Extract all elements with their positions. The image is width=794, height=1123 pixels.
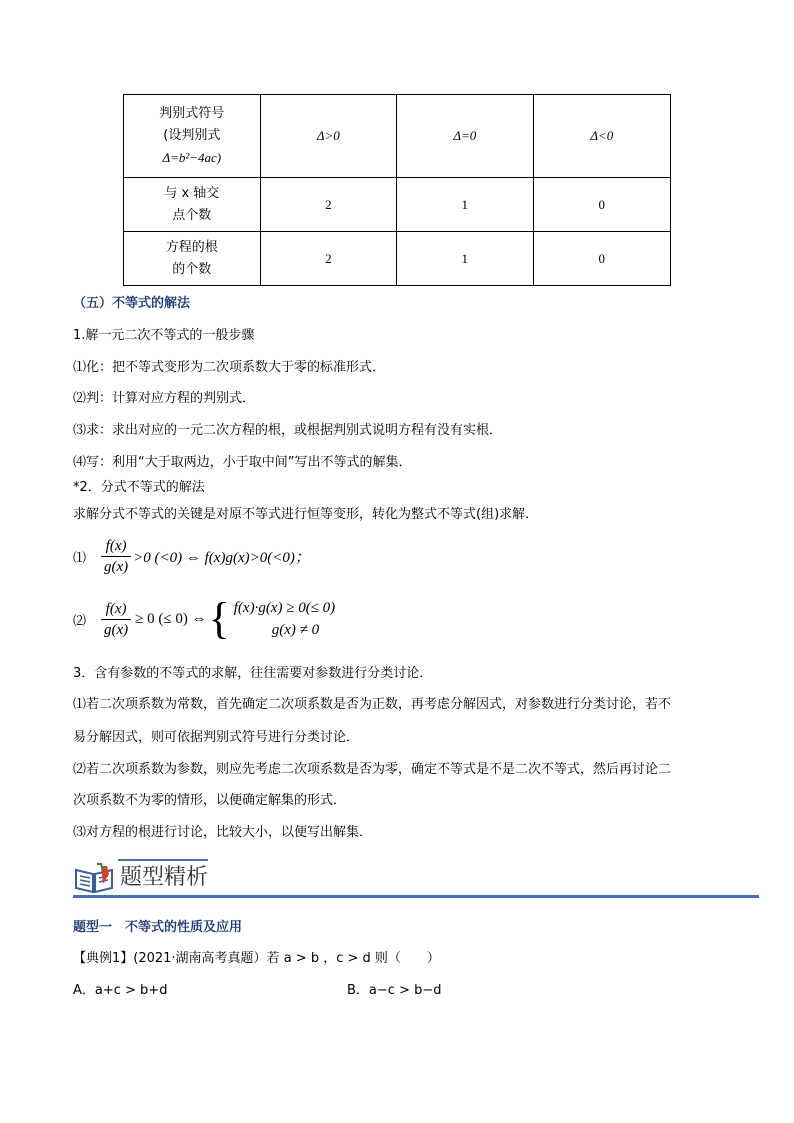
- col-delta-pos: Δ>0: [260, 95, 396, 178]
- option-b: B．a−c > b−d: [347, 983, 442, 998]
- banner-title: 题型精析: [120, 865, 209, 890]
- col-delta-zero: Δ=0: [397, 95, 533, 178]
- case-line-2: g(x) ≠ 0: [271, 622, 320, 638]
- paragraph: ⑶对方程的根进行讨论，比较大小，以便写出解集．: [73, 825, 373, 840]
- formula-label: ⑵: [73, 613, 87, 629]
- case-line-1: f(x)·g(x) ≥ 0(≤ 0): [233, 600, 336, 616]
- paragraph: ⑵若二次项系数为参数，则应先考虑二次项系数是否为零，确定不等式是不是二次不等式，然后再讨论二: [73, 762, 672, 777]
- formula-rest: >0 (<0) ⇔ f(x)g(x)>0(<0)；: [133, 550, 310, 566]
- fraction-denominator: g(x): [104, 559, 129, 575]
- formula-2: [73, 594, 336, 643]
- step-2: ⑵判：计算对应方程的判别式．: [73, 391, 256, 406]
- paragraph: *2．分式不等式的解法: [73, 480, 205, 495]
- question-type-title: 题型一 不等式的性质及应用: [73, 920, 243, 935]
- table-cell: 2: [260, 178, 396, 232]
- paragraph: 1.解一元二次不等式的一般步骤: [73, 328, 255, 343]
- fraction-denominator: g(x): [104, 621, 129, 638]
- table-cell: 1: [397, 232, 533, 286]
- header-label-line3: Δ=b²−4ac): [162, 150, 222, 165]
- step-4: ⑷写：利用“大于取两边，小于取中间”写出不等式的解集．: [73, 455, 412, 470]
- row-label: [124, 178, 261, 232]
- step-1: ⑴化：把不等式变形为二次项系数大于零的标准形式．: [73, 360, 386, 375]
- step-3: ⑶求：求出对应的一元二次方程的根，或根据判别式说明方程有没有实根．: [73, 423, 503, 438]
- col-delta-neg: Δ<0: [533, 95, 670, 178]
- section-title: （五）不等式的解法: [73, 296, 191, 311]
- paragraph: 易分解因式，则可依据判别式符号进行分类讨论．: [73, 730, 360, 745]
- discriminant-table: [123, 94, 671, 286]
- banner-divider: [73, 895, 759, 898]
- table-cell: 0: [533, 232, 670, 286]
- fraction-numerator: f(x): [101, 536, 131, 557]
- header-label-line1: 判别式符号: [159, 106, 225, 121]
- row-label: [124, 232, 261, 286]
- table-cell: 0: [533, 178, 670, 232]
- table-row: [124, 232, 671, 286]
- table-cell: 1: [397, 178, 533, 232]
- table-row: [124, 178, 671, 232]
- paragraph: 求解分式不等式的关键是对原不等式进行恒等变形，转化为整式不等式(组)求解．: [73, 507, 539, 522]
- formula-middle: ≥ 0 (≤ 0) ⇔: [135, 610, 207, 627]
- banner-top-line: [118, 859, 208, 861]
- header-label-line2: (设判别式: [163, 128, 221, 143]
- table-cell: 2: [260, 232, 396, 286]
- table-header-label: [124, 95, 261, 178]
- formula-1: [73, 536, 310, 577]
- row-label-line2: 的个数: [172, 261, 212, 277]
- open-book-icon: [73, 862, 115, 894]
- fraction: [101, 536, 131, 577]
- example-stem: 【典例1】(2021·湖南高考真题）若 a > b ，c > d 则（ ）: [73, 951, 440, 966]
- row-label-line2: 点个数: [172, 207, 212, 223]
- fraction-numerator: f(x): [101, 599, 131, 620]
- row-label-line1: 与 x 轴交: [164, 185, 220, 201]
- formula-label: ⑴: [73, 551, 87, 566]
- paragraph: 次项系数不为零的情形，以便确定解集的形式．: [73, 793, 347, 808]
- fraction: [101, 599, 131, 640]
- case-system: [234, 597, 335, 641]
- paragraph: ⑴若二次项系数为常数，首先确定二次项系数是否为正数，再考虑分解因式，对参数进行分类讨论，若不: [73, 697, 672, 712]
- row-label-line1: 方程的根: [165, 239, 218, 255]
- left-brace: {: [208, 594, 230, 643]
- option-a: A．a+c > b+d: [73, 983, 168, 998]
- paragraph: 3．含有参数的不等式的求解，往往需要对参数进行分类讨论．: [73, 666, 433, 681]
